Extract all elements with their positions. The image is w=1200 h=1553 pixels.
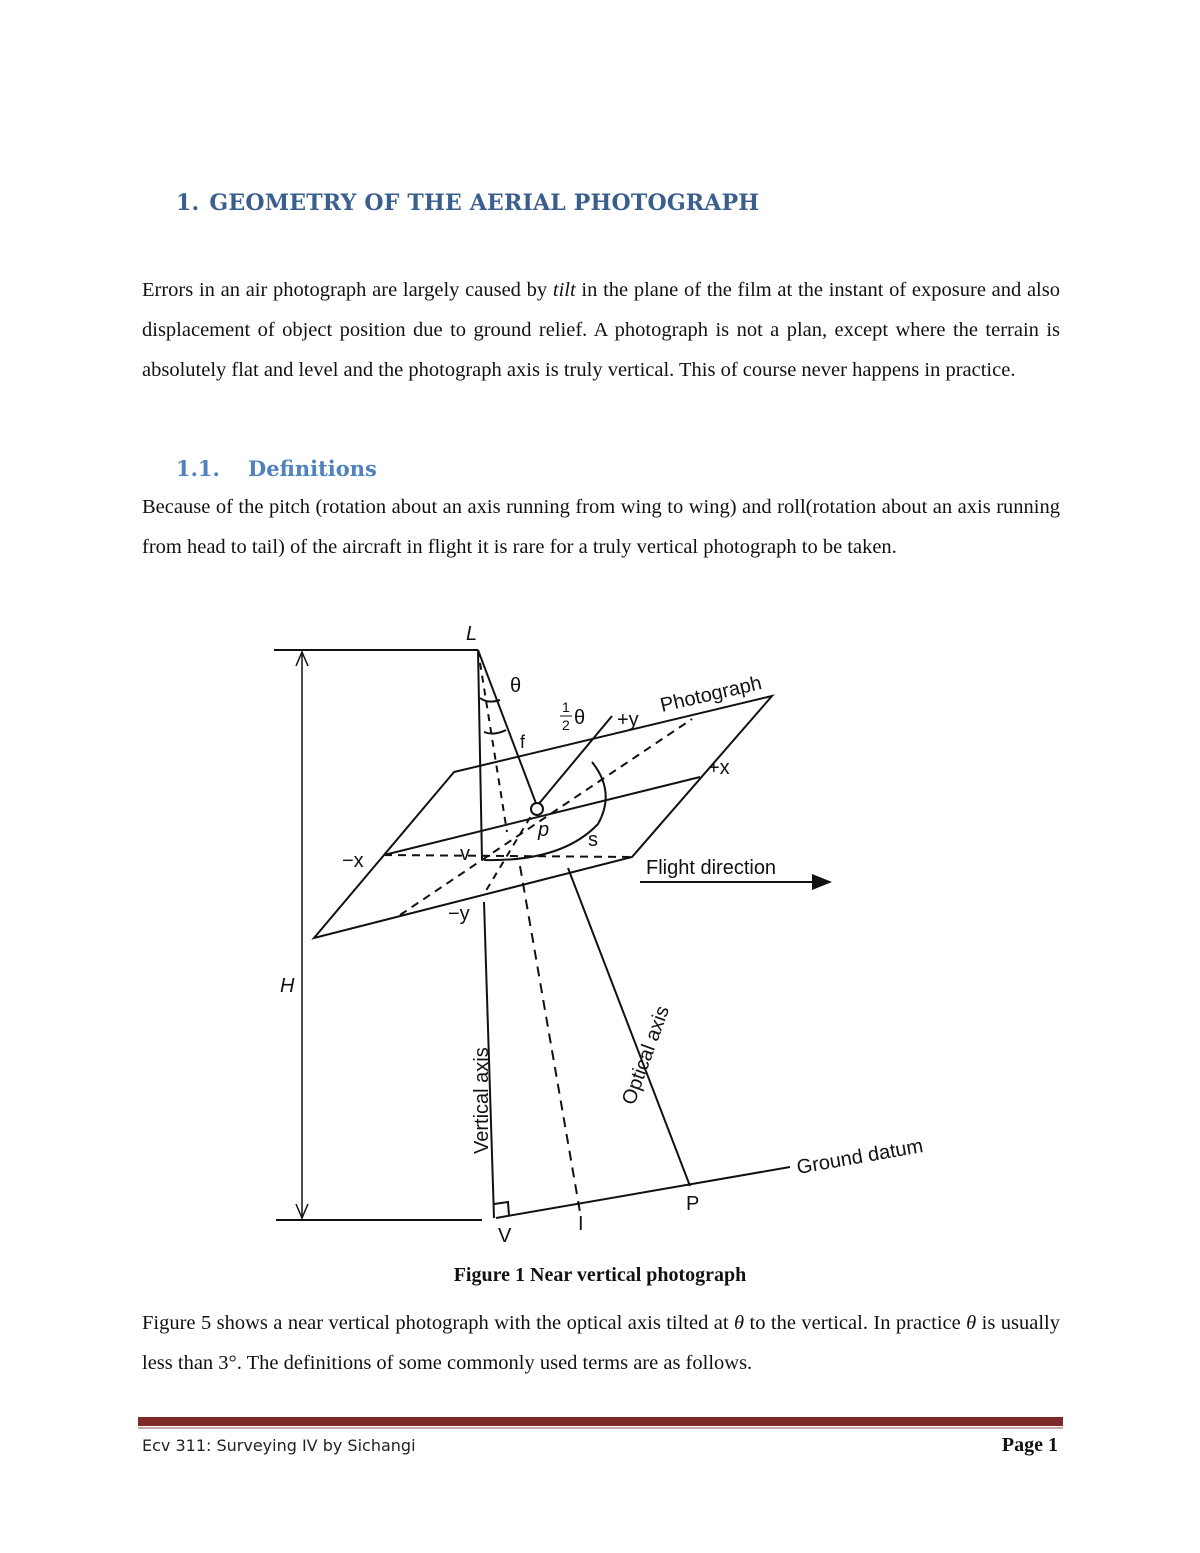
closing-text-3: is usually less than 3°. The definitions of some commonly used terms are as follows.	[142, 1312, 1060, 1374]
optical-axis-line	[568, 868, 690, 1186]
section-number: 1.	[176, 190, 200, 216]
section-title: GEOMETRY OF THE AERIAL PHOTOGRAPH	[209, 190, 760, 216]
footer-rule-thin	[138, 1427, 1063, 1429]
label-ground-datum: Ground datum	[795, 1135, 925, 1179]
label-H: H	[280, 975, 295, 997]
y-axis-lower	[484, 806, 537, 894]
ground-datum-line	[496, 1167, 790, 1218]
label-v: v	[460, 843, 470, 865]
label-V: V	[498, 1225, 512, 1247]
label-L: L	[466, 623, 478, 645]
label-f: f	[520, 732, 526, 752]
label-theta: θ	[510, 675, 522, 697]
photograph-plane	[314, 696, 772, 938]
closing-paragraph	[142, 1303, 1060, 1383]
subsection-number: 1.1.	[176, 456, 220, 481]
footer-course: Ecv 311: Surveying IV by Sichangi	[142, 1436, 416, 1455]
definitions-paragraph: Because of the pitch (rotation about an axis running from wing to wing) and roll(rotation about an axis running from head to tail) of the aircraft in flight it is rare for a truly vertical photograph to be taken.	[142, 496, 1060, 558]
subsection-heading	[176, 456, 377, 481]
label-plus-y: +y	[617, 709, 639, 731]
intro-paragraph	[142, 270, 1060, 390]
figure-caption: Figure 1 Near vertical photograph	[453, 1264, 747, 1286]
label-half-num: 1	[562, 699, 570, 715]
y-axis-upper	[537, 716, 612, 806]
intro-text-1: Errors in an air photograph are largely caused by	[142, 279, 553, 301]
lens-vertical	[478, 650, 482, 860]
closing-text-2: to the vertical. In practice	[744, 1312, 967, 1334]
subsection-title: Definitions	[248, 456, 377, 481]
near-vertical-photograph-figure	[262, 612, 962, 1252]
intro-text-2: in the plane of the film at the instant of exposure and also displacement of object position due to ground relief. A photograph is not a plan, except where the terrain is absolutely flat and level and the photograph axis is truly vertical. This of course never happens in practice.	[142, 279, 1060, 381]
label-flight-direction: Flight direction	[646, 857, 777, 879]
label-plus-x: +x	[708, 757, 730, 779]
focal-line	[478, 650, 537, 806]
label-I: I	[578, 1213, 584, 1235]
label-half-theta: θ	[574, 707, 586, 729]
label-optical-axis: Optical axis	[618, 1003, 675, 1108]
closing-text-1: Figure 5 shows a near vertical photograph with the optical axis tilted at	[142, 1312, 735, 1334]
x-axis	[384, 777, 700, 855]
label-P: P	[686, 1193, 700, 1215]
section-heading	[176, 190, 759, 216]
footer-rule	[138, 1417, 1063, 1426]
closing-theta-2: θ	[966, 1312, 977, 1334]
footer-page-number: Page 1	[1001, 1434, 1058, 1456]
label-minus-x: −x	[342, 850, 364, 872]
principal-point	[531, 803, 543, 815]
label-p: p	[538, 819, 550, 841]
label-s: s	[588, 829, 598, 851]
label-minus-y: −y	[448, 903, 470, 925]
intro-emphasis: tilt	[552, 279, 576, 301]
label-vertical-axis: Vertical axis	[471, 1047, 493, 1154]
closing-theta-1: θ	[734, 1312, 745, 1334]
label-photograph: Photograph	[658, 672, 764, 717]
label-half-den: 2	[562, 717, 570, 733]
